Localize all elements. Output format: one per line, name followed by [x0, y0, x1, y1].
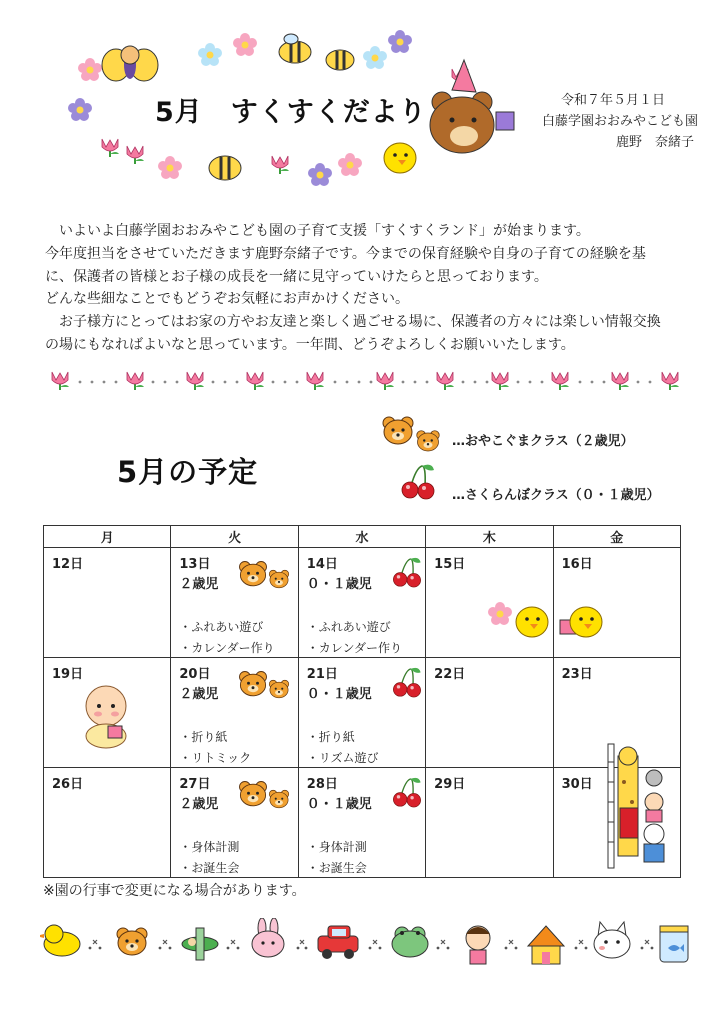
cherry-icon: [389, 662, 429, 702]
day-cell: [298, 548, 425, 658]
weekday-header: 金: [553, 526, 680, 548]
day-date: 14日: [306, 557, 338, 572]
day-activity: ・リトミック: [179, 751, 252, 765]
weekday-header-row: [44, 526, 681, 548]
airplane-icon: [182, 928, 218, 960]
week-row: [44, 658, 681, 768]
chick-with-flowers-icon: [488, 596, 554, 646]
day-class: ０・１歳児: [306, 687, 372, 702]
day-class: ０・１歳児: [306, 797, 372, 812]
schedule-title: 5月の予定: [117, 455, 259, 489]
day-activity: ・リズム遊び: [306, 751, 379, 765]
legend-bear-class: …おやこぐまクラス（２歳児）: [452, 434, 634, 449]
car-icon: [318, 926, 358, 959]
day-date: 13日: [179, 557, 211, 572]
flower-divider: [40, 364, 690, 394]
intro-line: 今年度担当をさせていただきます鹿野奈緒子です。今までの保育経験や自身の子育ての経験を基: [45, 245, 646, 262]
author-name: 鹿野 奈緒子: [615, 135, 694, 150]
frog-icon: [392, 927, 428, 957]
intro-line: お子様方にとってはお家の方やお友達と楽しく過ごせる場に、保護者の方々には楽しい情報交換: [45, 314, 661, 331]
day-cell: [44, 548, 171, 658]
intro-line: に、保護者の皆様とお子様の成長を一緒に見守っていけたらと思っております。: [45, 268, 548, 285]
day-date: 28日: [306, 777, 338, 792]
day-activity: ・お誕生会: [306, 861, 367, 875]
week-row: [44, 548, 681, 658]
day-date: 16日: [561, 557, 593, 572]
day-cell: [171, 548, 298, 658]
weekday-header: 月: [44, 526, 171, 548]
bear-icon: [237, 558, 293, 592]
day-date: 21日: [306, 667, 338, 682]
day-date: 30日: [561, 777, 593, 792]
day-class: ２歳児: [179, 797, 219, 812]
day-date: 22日: [434, 667, 466, 682]
bear-icon: [380, 414, 460, 459]
day-date: 19日: [52, 667, 84, 682]
day-date: 26日: [52, 777, 84, 792]
day-date: 15日: [434, 557, 466, 572]
house-icon: [528, 926, 564, 964]
day-cell: [44, 658, 171, 768]
legend-cherry-class: …さくらんぼクラス（０・１歳児）: [452, 488, 660, 503]
day-class: ２歳児: [179, 687, 219, 702]
bottom-decoration-border: [40, 918, 690, 968]
fish-tank-icon: [660, 926, 688, 962]
bear-icon: [117, 928, 147, 955]
day-cell: [553, 548, 680, 658]
day-activity: ・身体計測: [179, 840, 240, 854]
baby-icon: [78, 682, 138, 750]
day-activity: ・ふれあい遊び: [179, 620, 264, 634]
day-cell: [171, 768, 298, 878]
rabbit-icon: [252, 918, 284, 957]
day-activity: ・身体計測: [306, 840, 367, 854]
newsletter-title: 5月 すくすくだより: [155, 97, 427, 128]
bear-icon: [237, 668, 293, 702]
height-chart-animals-icon: [606, 742, 668, 870]
day-cell: [171, 658, 298, 768]
day-date: 27日: [179, 777, 211, 792]
day-cell: [426, 548, 553, 658]
week-row: [44, 768, 681, 878]
calendar-table: [43, 525, 681, 878]
weekday-header: 火: [171, 526, 298, 548]
day-date: 29日: [434, 777, 466, 792]
schedule-note: ※園の行事で変更になる場合があります。: [43, 883, 306, 899]
weekday-header: 水: [298, 526, 425, 548]
day-date: 23日: [561, 667, 593, 682]
intro-text: [45, 220, 695, 357]
day-activity: ・折り紙: [306, 730, 355, 744]
cherry-icon: [389, 772, 429, 812]
day-activity: ・ふれあい遊び: [306, 620, 391, 634]
intro-line: の場にもなればよいなと思っています。一年間、どうぞよろしくお願いいたします。: [45, 336, 575, 353]
day-cell: [426, 768, 553, 878]
day-activity: ・カレンダー作り: [179, 641, 275, 655]
carnation-icon: [52, 372, 679, 390]
day-cell: [298, 658, 425, 768]
cherry-icon: [390, 460, 450, 505]
bear-icon: [237, 778, 293, 812]
header-info: [528, 90, 698, 153]
cat-icon: [594, 922, 630, 958]
day-class: ２歳児: [179, 577, 219, 592]
intro-line: どんな些細なことでもどうぞお気軽にお声かけください。: [45, 291, 409, 308]
day-date: 12日: [52, 557, 84, 572]
cherry-icon: [389, 552, 429, 592]
day-activity: ・お誕生会: [179, 861, 240, 875]
weekday-header: 木: [426, 526, 553, 548]
day-cell: [426, 658, 553, 768]
day-cell: [298, 768, 425, 878]
day-class: ０・１歳児: [306, 577, 372, 592]
child-icon: [466, 926, 490, 964]
class-legend: [380, 414, 680, 514]
duck-icon: [40, 925, 80, 956]
day-date: 20日: [179, 667, 211, 682]
day-cell: [44, 768, 171, 878]
chick-with-gift-icon: [556, 598, 606, 648]
issue-date: 令和７年５月１日: [560, 93, 665, 108]
intro-line: いよいよ白藤学園おおみやこども園の子育て支援「すくすくランド」が始まります。: [45, 223, 590, 239]
day-activity: ・折り紙: [179, 730, 228, 744]
day-activity: ・カレンダー作り: [306, 641, 403, 655]
school-name: 白藤学園おおみやこども園: [541, 114, 698, 129]
